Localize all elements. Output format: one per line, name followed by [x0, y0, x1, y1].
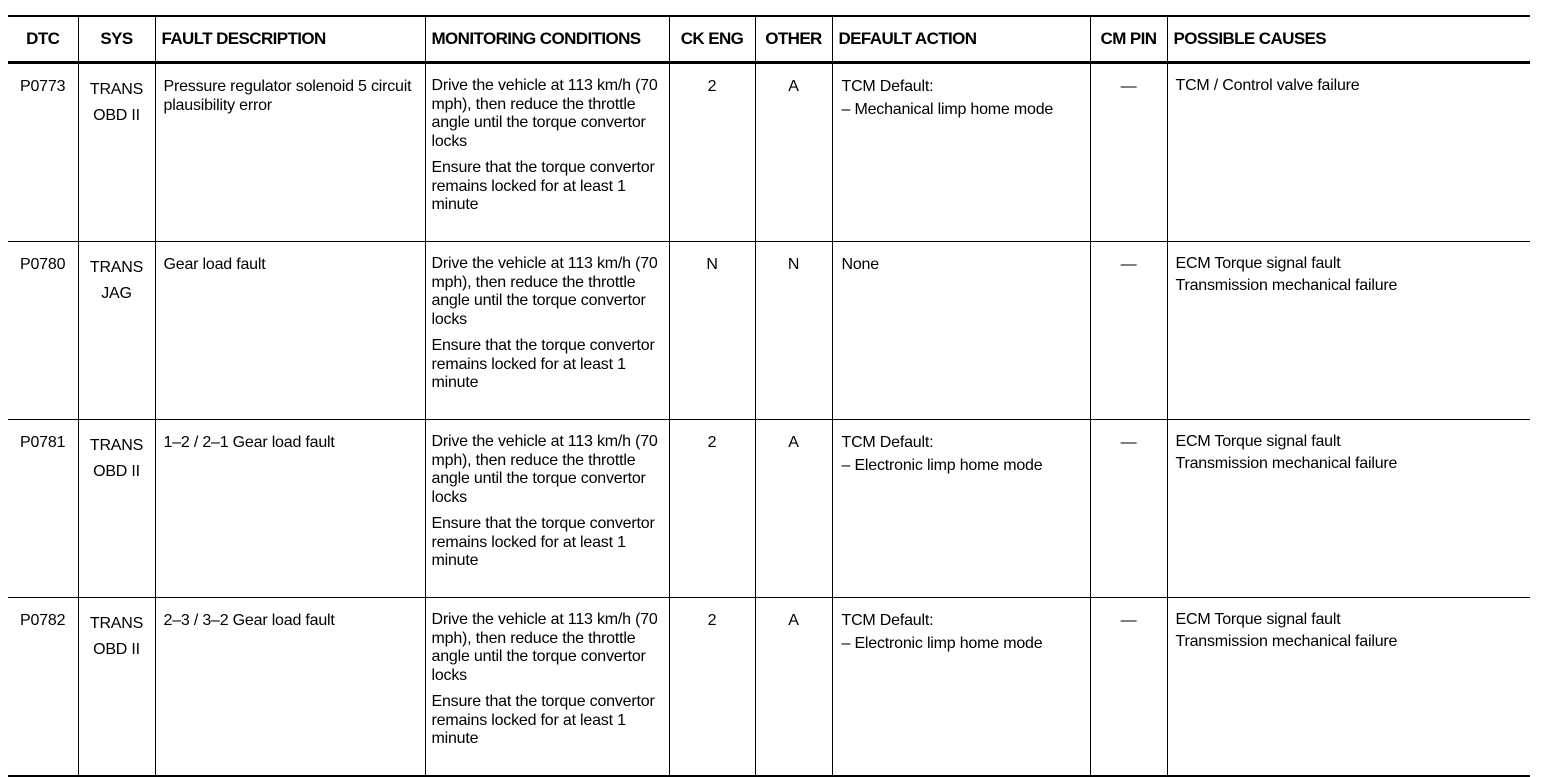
dtc-code: P0773 — [8, 63, 78, 242]
table-row — [8, 420, 1530, 598]
dtc-code: P0782 — [8, 598, 78, 777]
monitoring-step-1: Drive the vehicle at 113 km/h (70 mph), then reduce the throttle angle until the torque convertor locks — [431, 611, 658, 684]
cm-pin-value: — — [1090, 420, 1167, 598]
monitoring-step-1: Drive the vehicle at 113 km/h (70 mph), then reduce the throttle angle until the torque convertor locks — [431, 77, 658, 150]
other-value: A — [755, 598, 832, 777]
header-fault-description: FAULT DESCRIPTION — [155, 16, 425, 63]
default-action-line-2: – Electronic limp home mode — [841, 457, 1043, 474]
header-row — [8, 16, 1530, 63]
cause-line-1: ECM Torque signal fault — [1175, 611, 1341, 628]
table-row — [8, 598, 1530, 777]
possible-causes — [1167, 420, 1530, 598]
cause-line-1: ECM Torque signal fault — [1175, 255, 1341, 272]
fault-description: Gear load fault — [155, 242, 425, 420]
default-action — [832, 63, 1090, 242]
cause-line-2: Transmission mechanical failure — [1175, 277, 1398, 294]
header-other: OTHER — [755, 16, 832, 63]
other-value: N — [755, 242, 832, 420]
header-cm-pin: CM PIN — [1090, 16, 1167, 63]
fault-description: 2–3 / 3–2 Gear load fault — [155, 598, 425, 777]
header-dtc: DTC — [8, 16, 78, 63]
sys-line-1: TRANS — [89, 81, 144, 98]
sys-line-1: TRANS — [89, 615, 144, 632]
default-action-line-1: TCM Default: — [841, 434, 934, 451]
header-monitoring-conditions: MONITORING CONDITIONS — [425, 16, 669, 63]
cause-line-2: Transmission mechanical failure — [1175, 633, 1398, 650]
dtc-code: P0780 — [8, 242, 78, 420]
default-action — [832, 420, 1090, 598]
sys-line-1: TRANS — [89, 437, 144, 454]
cm-pin-value: — — [1090, 242, 1167, 420]
monitoring-step-1: Drive the vehicle at 113 km/h (70 mph), then reduce the throttle angle until the torque convertor locks — [431, 433, 658, 506]
default-action — [832, 242, 1090, 420]
sys-line-2: OBD II — [93, 107, 140, 124]
header-ck-eng: CK ENG — [669, 16, 755, 63]
monitoring-step-2: Ensure that the torque convertor remains locked for at least 1 minute — [431, 159, 655, 213]
sys-cell — [78, 598, 155, 777]
cause-line-1: ECM Torque signal fault — [1175, 433, 1341, 450]
fault-description: 1–2 / 2–1 Gear load fault — [155, 420, 425, 598]
dtc-code: P0781 — [8, 420, 78, 598]
default-action-line-1: None — [841, 256, 879, 273]
monitoring-conditions — [425, 242, 669, 420]
sys-line-2: OBD II — [93, 463, 140, 480]
monitoring-step-2: Ensure that the torque convertor remains locked for at least 1 minute — [431, 337, 655, 391]
cm-pin-value: — — [1090, 598, 1167, 777]
monitoring-step-1: Drive the vehicle at 113 km/h (70 mph), then reduce the throttle angle until the torque convertor locks — [431, 255, 658, 328]
table-row — [8, 242, 1530, 420]
cause-line-2: Transmission mechanical failure — [1175, 455, 1398, 472]
sys-cell — [78, 242, 155, 420]
possible-causes — [1167, 598, 1530, 777]
cause-line-1: TCM / Control valve failure — [1175, 77, 1360, 94]
monitoring-step-2: Ensure that the torque convertor remains locked for at least 1 minute — [431, 693, 655, 747]
sys-cell — [78, 63, 155, 242]
default-action-line-2: – Mechanical limp home mode — [841, 101, 1054, 118]
sys-line-1: TRANS — [89, 259, 144, 276]
ck-eng-value: 2 — [669, 420, 755, 598]
ck-eng-value: 2 — [669, 63, 755, 242]
other-value: A — [755, 420, 832, 598]
sys-line-2: JAG — [101, 285, 132, 302]
ck-eng-value: N — [669, 242, 755, 420]
sys-line-2: OBD II — [93, 641, 140, 658]
possible-causes — [1167, 242, 1530, 420]
possible-causes — [1167, 63, 1530, 242]
monitoring-conditions — [425, 598, 669, 777]
monitoring-conditions — [425, 63, 669, 242]
cm-pin-value: — — [1090, 63, 1167, 242]
header-sys: SYS — [78, 16, 155, 63]
default-action — [832, 598, 1090, 777]
table-row — [8, 63, 1530, 242]
default-action-line-1: TCM Default: — [841, 78, 934, 95]
monitoring-conditions — [425, 420, 669, 598]
dtc-table — [8, 15, 1530, 777]
header-possible-causes: POSSIBLE CAUSES — [1167, 16, 1530, 63]
monitoring-step-2: Ensure that the torque convertor remains locked for at least 1 minute — [431, 515, 655, 569]
ck-eng-value: 2 — [669, 598, 755, 777]
default-action-line-1: TCM Default: — [841, 612, 934, 629]
header-default-action: DEFAULT ACTION — [832, 16, 1090, 63]
fault-description: Pressure regulator solenoid 5 circuit plausibility error — [155, 63, 425, 242]
default-action-line-2: – Electronic limp home mode — [841, 635, 1043, 652]
other-value: A — [755, 63, 832, 242]
sys-cell — [78, 420, 155, 598]
